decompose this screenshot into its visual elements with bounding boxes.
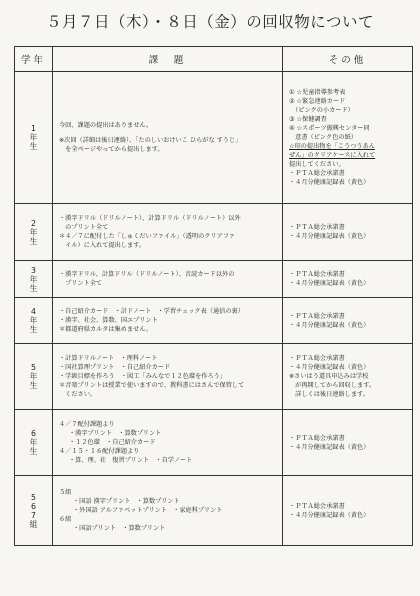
header-assignment: 課 題 — [53, 47, 283, 72]
table-row — [15, 344, 413, 410]
table-row — [15, 72, 413, 204]
other-line: ① ☆児童指導参考表 — [289, 89, 346, 96]
assignment-line: プリント全て — [59, 280, 103, 287]
collection-table — [14, 46, 413, 546]
other-line: ぜん」のクリアケースに入れて — [289, 152, 376, 159]
other-line: ・４月分健康記録表（黄色） — [289, 321, 370, 329]
assignment-line: ・外国語 アルファベットプリント ・家庭科プリント — [73, 507, 223, 514]
assignment-cell — [53, 410, 283, 476]
assignment-line: ４／７配付課題より — [59, 421, 115, 428]
table-row — [15, 476, 413, 546]
assignment-line: ・自己紹介カード ・計ドノート ・学習チェック表（通信の裏） — [59, 308, 244, 315]
assignment-cell — [53, 298, 283, 344]
page-title: ５月７日（木）・８日（金）の回収物について — [46, 13, 374, 31]
other-line: ・ＰＴＡ総会承諾書 — [289, 224, 345, 231]
other-cell — [283, 476, 413, 546]
assignment-line: のプリント全て — [59, 224, 109, 231]
assignment-line: ・漢字プリント ・算数プリント — [69, 430, 162, 437]
assignment-line: ・国語プリント ・算数プリント — [73, 525, 166, 532]
other-line: 提出してください。 — [289, 161, 345, 168]
other-line: ② ☆緊急連絡カード — [289, 98, 346, 105]
assignment-line: ・漢字、社会、算数、国エプリント — [59, 317, 158, 324]
assignment-line: ・算、理、社 復習プリント ・自学ノート — [69, 457, 193, 464]
assignment-line: ・計算ドリルノート ・理科ノート — [59, 355, 158, 362]
other-line: 詳しくは後日連絡します。 — [289, 391, 369, 398]
assignment-line: ・漢字ドリル、計算ドリル（ドリルノート）、音読カード以外の — [59, 271, 235, 278]
other-line: ④ ☆スポーツ振興センター同 — [289, 125, 370, 132]
assignment-line: ４／１５・１６配付課題より — [59, 448, 140, 455]
assignment-line: 今回、課題の提出はありません。 — [59, 122, 153, 129]
other-line: ☆印の提出物を「こうつうあん — [289, 143, 375, 150]
other-line: が再開してから回収します。 — [289, 382, 376, 389]
grade-label: 2年生 — [29, 218, 38, 246]
assignment-cell — [53, 344, 283, 410]
other-cell — [283, 261, 413, 298]
header-other: その他 — [283, 47, 413, 72]
table-row — [15, 261, 413, 298]
assignment-line: ＊音楽プリントは授業で使いますので、教科書にはさんで保管して — [59, 382, 245, 389]
grade-label: 3年生 — [29, 265, 38, 293]
other-cell — [283, 298, 413, 344]
other-line: ・４月分健康記録表（黄色） — [289, 511, 370, 519]
other-cell — [283, 204, 413, 261]
other-line: ・ＰＴＡ総会承諾書 — [289, 271, 345, 278]
assignment-cell — [53, 204, 283, 261]
assignment-line: ５組 — [59, 489, 72, 496]
assignment-line: ・漢字ドリル（ドリルノート）、計算ドリル（ドリルノート）以外 — [59, 215, 241, 222]
assignment-line: ・国語 漢字プリント ・算数プリント — [73, 498, 180, 505]
assignment-cell — [53, 72, 283, 204]
other-cell — [283, 410, 413, 476]
table-header-row — [15, 47, 413, 72]
assignment-line: ６組 — [59, 516, 72, 523]
assignment-line: ※次回（詳細は後日連絡）、「たのしいおけいこ ひらがな すうじ」 — [59, 137, 242, 144]
grade-label: 5年生 — [29, 363, 38, 390]
other-line: ・４月分健康記録表（黄色） — [289, 233, 370, 240]
other-line: ・４月分健康記録表（黄色） — [289, 364, 370, 371]
other-line: ・４月分健康記録表（黄色） — [289, 443, 370, 451]
other-line: ・ＰＴＡ総会承諾書 — [289, 502, 345, 510]
grade-label: 4年生 — [29, 307, 38, 334]
other-line: ・４月分健康記録表（黄色） — [289, 280, 370, 287]
other-cell — [283, 344, 413, 410]
other-cell — [283, 72, 413, 204]
assignment-line: を全ページやってから提出します。 — [59, 146, 164, 153]
assignment-line: イル）に入れて提出します。 — [59, 242, 146, 249]
other-line: （ピンクの小カード） — [289, 107, 354, 114]
assignment-line: ・学級目標を作ろう ・図工「みんなで１２色環を作ろう」 — [59, 373, 227, 380]
other-line: ③ ☆保健調査 — [289, 116, 327, 123]
other-line: ・ＰＴＡ総会承諾書 — [289, 434, 345, 442]
grade-label: 1年生 — [29, 124, 38, 151]
grade-label: 567組 — [29, 492, 38, 529]
other-line: ・ＰＴＡ総会承諾書 — [289, 312, 345, 320]
table-row — [15, 298, 413, 344]
assignment-line: ください。 — [59, 391, 97, 398]
other-line: ・ＰＴＡ総会承諾書 — [289, 170, 345, 177]
table-row — [15, 204, 413, 261]
grade-label: 6年生 — [29, 429, 38, 456]
table-row — [15, 410, 413, 476]
other-line: 意書（ピンク色の紙） — [289, 134, 357, 141]
assignment-line: ＊４／７に配付した「しゅくだいファイル」（透明のクリアファ — [59, 233, 236, 240]
assignment-line: ＊都道府県カルタは集めません。 — [59, 326, 152, 333]
other-line: ※さいはう道具申込みは学校 — [289, 373, 369, 380]
assignment-cell — [53, 476, 283, 546]
assignment-cell — [53, 261, 283, 298]
other-line: ・４月分健康記録表（黄色） — [289, 179, 370, 186]
assignment-line: ・１２色環 ・自己紹介カード — [69, 439, 156, 446]
assignment-line: ・国社算理プリント ・自己紹介カード — [59, 364, 171, 371]
header-grade: 学年 — [15, 47, 53, 72]
other-line: ・ＰＴＡ総会承諾書 — [289, 355, 345, 362]
